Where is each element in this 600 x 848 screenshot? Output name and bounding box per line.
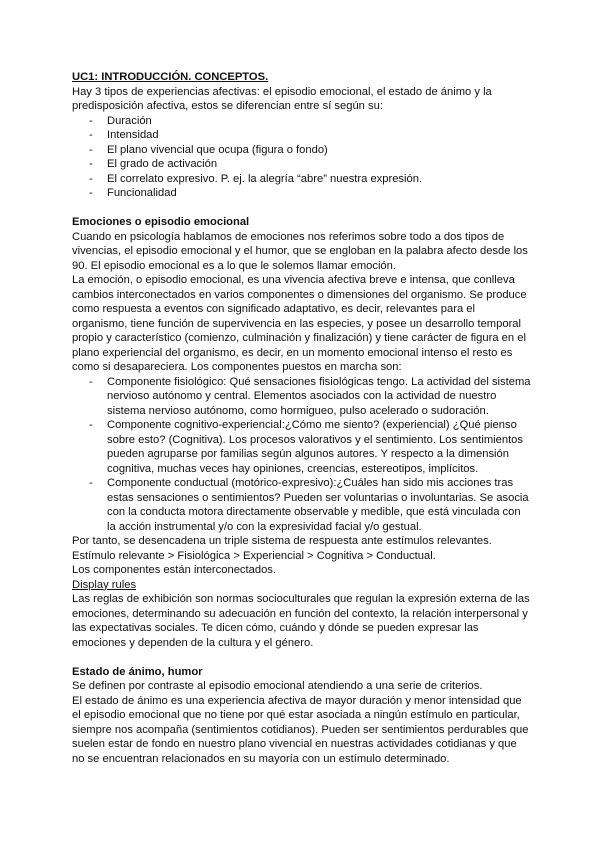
list-item: - Duración (72, 114, 532, 129)
list-item: - El plano vivencial que ocupa (figura o fondo) (72, 143, 532, 158)
document-page (72, 70, 532, 766)
list-item: - El correlato expresivo. P. ej. la alegría “abre” nuestra expresión. (72, 172, 532, 187)
paragraph: Estímulo relevante > Fisiológica > Experiencial > Cognitiva > Conductual. (72, 549, 436, 562)
section-heading-emociones: Emociones o episodio emocional (72, 216, 250, 228)
paragraph: Las reglas de exhibición son normas socioculturales que regulan la expresión externa de las emociones, determinando su adecuación en función del contexto, la relación interpersonal y las expectativas sociales. Te dicen cómo, cuándo y dónde se pueden expresar las emociones y dependen de la cultura y el género. (72, 593, 530, 649)
paragraph: Por tanto, se desencadena un triple sistema de respuesta ante estímulos relevantes. (72, 535, 492, 547)
paragraph: Los componentes están interconectados. (72, 564, 276, 576)
list-item: - Componente fisiológico: Qué sensaciones fisiológicas tengo. La actividad del sistema nervioso autónomo y central. Elementos asociados con la actividad de nuestro sistema nervioso autónomo, como hormigueo, pulso acelerado o sudoración. (72, 375, 532, 419)
list-item: - Funcionalidad (72, 186, 532, 201)
list-item: - Componente cognitivo-experiencial:¿Cómo me siento? (experiencial) ¿Qué pienso sobre esto? (Cognitiva). Los procesos valorativos y el sentimiento. Los sentimientos pueden agruparse por familias según algunos autores. Y respecto a la dimensión cognitiva, muchas veces hay opiniones, creencias, estereotipos, implícitos. (72, 418, 532, 476)
paragraph: Cuando en psicología hablamos de emociones nos referimos sobre todo a dos tipos de vivencias, el episodio emocional y el humor, que se engloban en la palabra afecto desde los 90. El episodio emocional es a lo que le solemos llamar emoción. (72, 230, 528, 272)
section-heading-animo: Estado de ánimo, humor (72, 665, 203, 678)
paragraph: La emoción, o episodio emocional, es una vivencia afectiva breve e intensa, que conlleva cambios interconectados en varios componentes o dimensiones del organismo. Se produce como respuesta a eventos con significado adaptativo, es decir, relevantes para el organismo, tiene función de supervivencia en las especies, y posee un desarrollo temporal propio y característico (comienzo, culminación y finalización) y tiene carácter de figura en el plano experiencial del organismo, es decir, en un momento emocional intenso el resto es como si desapareciera. Los componentes puestos en marcha son: (72, 274, 527, 373)
list-item: - El grado de activación (72, 157, 532, 172)
list-item: - Componente conductual (motórico-expresivo):¿Cuáles han sido mis acciones tras estas sensaciones o sentimientos? Pueden ser voluntarias o involuntarias. Se asocia con la conducta motora directamente observable y medible, que está vinculada con la acción instrumental y/o con la expresividad facial y/o gestual. (72, 476, 532, 534)
page-title: UC1: INTRODUCCIÓN. CONCEPTOS. (72, 71, 269, 83)
intro-paragraph: Hay 3 tipos de experiencias afectivas: el episodio emocional, el estado de ánimo y la predisposición afectiva, estos se diferencian entre sí según su: (72, 85, 492, 112)
paragraph: El estado de ánimo es una experiencia afectiva de mayor duración y menor intensidad que el episodio emocional que no tiene por qué estar asociada a ningún estímulo en particular, siempre nos acompaña (sentimientos cotidianos). Pueden ser sentimientos perdurables que suelen estar de fondo en nuestro plano vivencial en nuestras actividades cotidianas y que no se encuentran relacionados en su mayoría con un estímulo determinado. (72, 694, 529, 765)
list-item: - Intensidad (72, 128, 532, 143)
criteria-list (72, 114, 532, 201)
paragraph: Se definen por contraste al episodio emocional atendiendo a una serie de criterios. (72, 680, 483, 692)
components-list (72, 375, 532, 535)
subheading-display-rules: Display rules (72, 578, 137, 591)
